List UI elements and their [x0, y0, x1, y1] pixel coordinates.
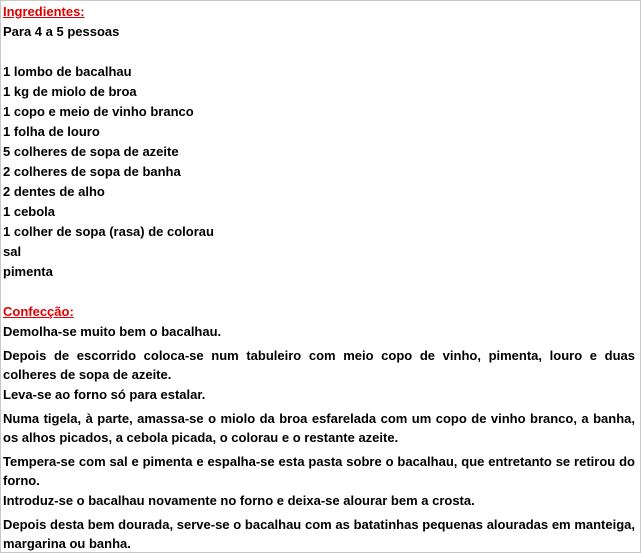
ingredient-item: 1 colher de sopa (rasa) de colorau — [3, 224, 214, 239]
preparation-step: Demolha-se muito bem o bacalhau. — [3, 324, 222, 339]
preparation-step: Depois de escorrido coloca-se num tabuleiro com meio copo de vinho, pimenta, louro e duas colheres de sopa de azeite. — [3, 348, 635, 382]
ingredient-item: 5 colheres de sopa de azeite — [3, 144, 179, 159]
ingredient-item: 1 folha de louro — [3, 124, 100, 139]
ingredient-item: 1 copo e meio de vinho branco — [3, 104, 194, 119]
ingredient-item: 1 lombo de bacalhau — [3, 64, 132, 79]
ingredient-item: 1 cebola — [3, 204, 56, 219]
preparation-heading: Confecção: — [3, 304, 74, 319]
ingredient-item: pimenta — [3, 264, 53, 279]
preparation-step: Numa tigela, à parte, amassa-se o miolo da broa esfarelada com um copo de vinho branco, a banha, os alhos picados, a cebola picada, o colorau e o restante azeite. — [3, 411, 635, 445]
preparation-step: Introduz-se o bacalhau novamente no forno e deixa-se alourar bem a crosta. — [3, 493, 475, 508]
ingredients-heading: Ingredientes: — [3, 4, 85, 19]
ingredient-item: 2 dentes de alho — [3, 184, 105, 199]
servings-text: Para 4 a 5 pessoas — [3, 24, 120, 39]
preparation-step: Leva-se ao forno só para estalar. — [3, 387, 206, 402]
ingredient-item: sal — [3, 244, 22, 259]
preparation-step: Depois desta bem dourada, serve-se o bacalhau com as batatinhas pequenas alouradas em manteiga, margarina ou banha. — [3, 517, 635, 551]
ingredient-item: 2 colheres de sopa de banha — [3, 164, 181, 179]
preparation-step: Tempera-se com sal e pimenta e espalha-se esta pasta sobre o bacalhau, que entretanto se retirou do forno. — [3, 454, 635, 488]
ingredient-item: 1 kg de miolo de broa — [3, 84, 137, 99]
